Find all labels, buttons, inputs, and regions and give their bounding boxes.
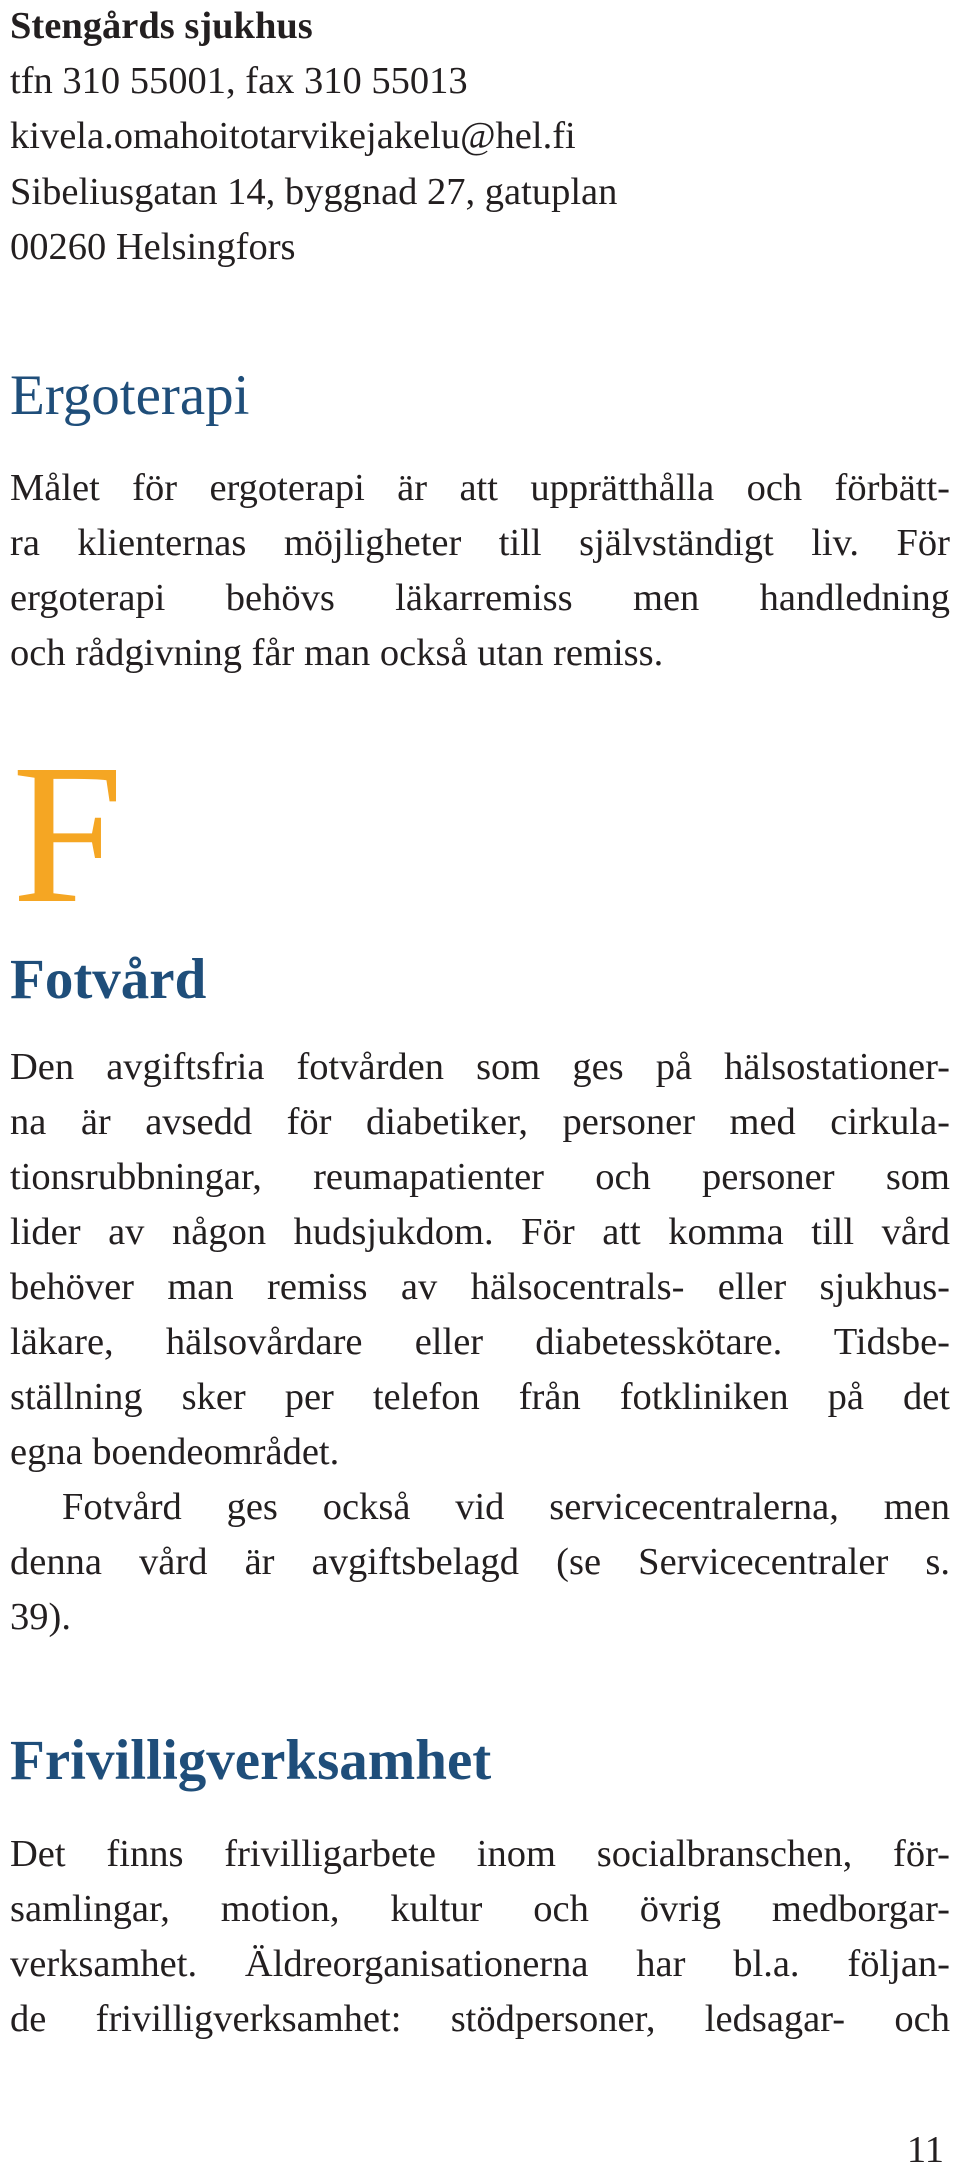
ergoterapi-line: ra klienternas möjligheter till självständigt liv. För (10, 522, 950, 564)
fotvard-line: ställning sker per telefon från fotkliniken på det (10, 1376, 950, 1418)
frivillig-line: verksamhet. Äldreorganisationerna har bl.a. följan- (10, 1943, 950, 1985)
frivillig-line: de frivilligverksamhet: stödpersoner, ledsagar- och (10, 1998, 950, 2040)
fotvard-line: 39). (10, 1596, 71, 1638)
fotvard-line: egna boendeområdet. (10, 1431, 340, 1473)
fotvard-line: läkare, hälsovårdare eller diabetesskötare. Tidsbe- (10, 1321, 950, 1363)
fotvard-line: behöver man remiss av hälsocentrals- eller sjukhus- (10, 1266, 950, 1308)
contact-phone-fax: tfn 310 55001, fax 310 55013 (10, 60, 468, 102)
ergoterapi-line: ergoterapi behövs läkarremiss men handledning (10, 577, 950, 619)
ergoterapi-heading: Ergoterapi (10, 364, 250, 427)
fotvard-line: denna vård är avgiftsbelagd (se Servicecentraler s. (10, 1541, 950, 1583)
fotvard-line: Den avgiftsfria fotvården som ges på hälsostationer- (10, 1046, 950, 1088)
contact-address: Sibeliusgatan 14, byggnad 27, gatuplan (10, 171, 618, 213)
fotvard-heading: Fotvård (10, 948, 207, 1011)
ergoterapi-line: och rådgivning får man också utan remiss. (10, 632, 664, 674)
section-letter: F (12, 724, 124, 945)
ergoterapi-line: Målet för ergoterapi är att upprätthålla och förbätt- (10, 467, 950, 509)
fotvard-line: tionsrubbningar, reumapatienter och personer som (10, 1156, 950, 1198)
contact-name: Stengårds sjukhus (10, 5, 313, 47)
fotvard-line: lider av någon hudsjukdom. För att komma till vård (10, 1211, 950, 1253)
frivillig-heading: Frivilligverksamhet (10, 1729, 492, 1792)
contact-email: kivela.omahoitotarvikejakelu@hel.fi (10, 115, 576, 157)
page-number: 11 (906, 2129, 944, 2171)
fotvard-line: na är avsedd för diabetiker, personer med cirkula- (10, 1101, 950, 1143)
frivillig-line: samlingar, motion, kultur och övrig medborgar- (10, 1888, 950, 1930)
frivillig-line: Det finns frivilligarbete inom socialbranschen, för- (10, 1833, 950, 1875)
fotvard-line: Fotvård ges också vid servicecentralerna, men (62, 1486, 950, 1528)
contact-postal: 00260 Helsingfors (10, 226, 296, 268)
